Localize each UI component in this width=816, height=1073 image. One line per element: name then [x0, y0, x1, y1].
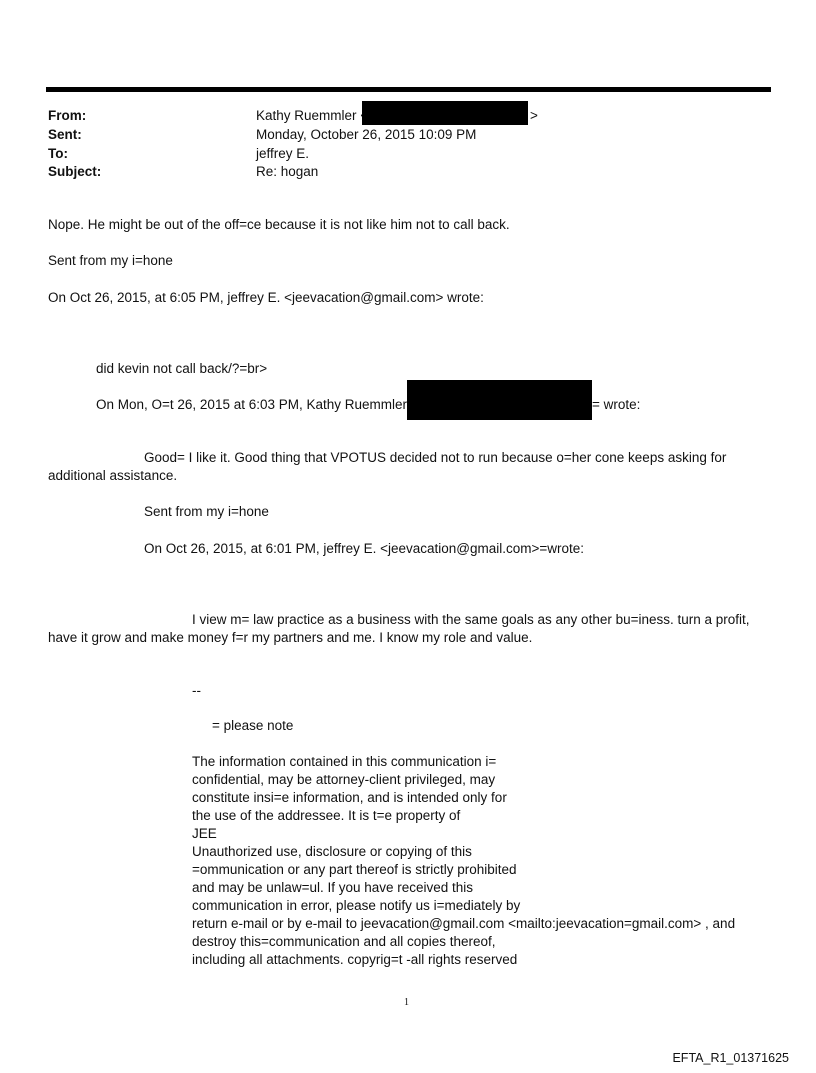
- disclaimer-line: Unauthorized use, disclosure or copying of this: [192, 844, 472, 859]
- quoted-line: additional assistance.: [48, 468, 178, 483]
- quoted-line: Good= I like it. Good thing that VPOTUS decided not to run because o=her cone keeps asking for: [144, 450, 727, 465]
- disclaimer-line: destroy this=communication and all copies thereof,: [192, 934, 496, 949]
- disclaimer-line: the use of the addressee. It is t=e property of: [192, 808, 461, 823]
- page-number: 1: [404, 997, 409, 1008]
- sender-name: Kathy Ruemmler: [256, 108, 357, 123]
- body-line: On Oct 26, 2015, at 6:05 PM, jeffrey E. <jeevacation@gmail.com> wrote:: [48, 290, 484, 305]
- signature-note: = please note: [212, 718, 294, 733]
- disclaimer-line: communication in error, please notify us i=mediately by: [192, 898, 521, 913]
- disclaimer-line: including all attachments. copyrig=t -all rights reserved: [192, 952, 518, 967]
- subject-label: Subject:: [48, 164, 102, 179]
- document-id: EFTA_R1_01371625: [672, 1051, 789, 1065]
- disclaimer-line: constitute insi=e information, and is intended only for: [192, 790, 507, 805]
- disclaimer-line: confidential, may be attorney-client privileged, may: [192, 772, 496, 787]
- sender-close-bracket: >: [530, 108, 538, 123]
- redaction-box: [362, 101, 528, 125]
- quoted-line: On Mon, O=t 26, 2015 at 6:03 PM, Kathy Ruemmler: [96, 397, 408, 412]
- disclaimer-line: =ommunication or any part thereof is strictly prohibited: [192, 862, 517, 877]
- to-label: To:: [48, 146, 68, 161]
- header-rule: [46, 87, 771, 92]
- quoted-line: I view m= law practice as a business with the same goals as any other bu=iness. turn a profit,: [192, 612, 750, 627]
- from-value: [256, 108, 368, 123]
- signature-dash: --: [192, 683, 201, 698]
- quoted-line: Sent from my i=hone: [144, 504, 269, 519]
- disclaimer-line: return e-mail or by e-mail to jeevacation@gmail.com <mailto:jeevacation=gmail.com> , and: [192, 916, 736, 931]
- body-line: Sent from my i=hone: [48, 253, 173, 268]
- sent-label: Sent:: [48, 127, 82, 142]
- quoted-line: have it grow and make money f=r my partners and me. I know my role and value.: [48, 630, 533, 645]
- quoted-line: = wrote:: [592, 397, 641, 412]
- from-label: From:: [48, 108, 87, 123]
- quoted-line: did kevin not call back/?=br>: [96, 361, 268, 376]
- subject-value: Re: hogan: [256, 164, 319, 179]
- disclaimer-line: and may be unlaw=ul. If you have received this: [192, 880, 474, 895]
- quoted-line: On Oct 26, 2015, at 6:01 PM, jeffrey E. <jeevacation@gmail.com>=wrote:: [144, 541, 585, 556]
- disclaimer-line: The information contained in this communication i=: [192, 754, 497, 769]
- body-line: Nope. He might be out of the off=ce because it is not like him not to call back.: [48, 217, 510, 232]
- redaction-box: [407, 380, 592, 420]
- to-value: jeffrey E.: [256, 146, 310, 161]
- disclaimer-line: JEE: [192, 826, 217, 841]
- sent-value: Monday, October 26, 2015 10:09 PM: [256, 127, 477, 142]
